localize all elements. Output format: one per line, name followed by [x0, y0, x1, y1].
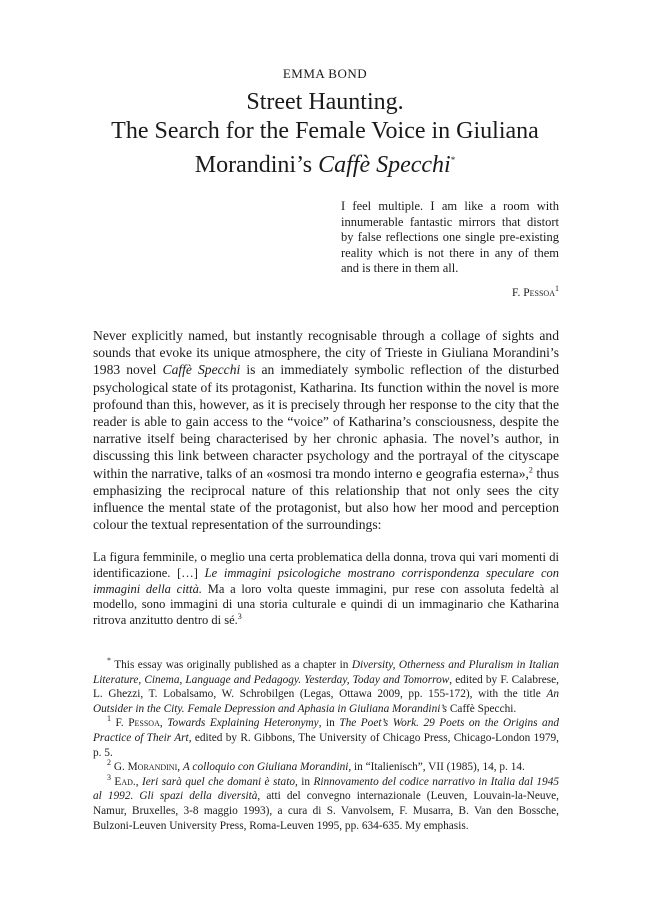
footnote-text: , in “Italienisch”, VII (1985), 14, p. 14.: [348, 761, 525, 774]
footnote-author: Pessoa: [128, 717, 160, 730]
footnote-mark: 1: [107, 714, 111, 724]
footnote-italic: The Poet’s Work. 29 Poets on the Origins and Practice of Their Art: [93, 717, 559, 744]
footnote-ref: 3: [237, 612, 242, 622]
footnote-text: Caffè Specchi.: [447, 702, 517, 715]
footnote-text: ,: [159, 717, 168, 730]
body-text: is an immediately symbolic reflection of the disturbed psychological state of its protagonist, Katharina. Its function within the novel is more profound than this, however, as it is precisely through her response to the city that the reader is able to gain access to the “voice” of Katharina’s consciousness, despite the narrative itself being characterised by her chronic aphasia. The novel’s author, in discussing this link between character psychology and the portrayal of the cityscape within the narrative, talks of an «osmosi tra mondo interno e geografia esterna»,: [93, 362, 559, 481]
quote-text: Ma a loro volta queste immagini, pur rese con assoluta fedeltà al modello, sono immagini di una storia culturale e quindi di un immaginario che Katharina ritrova anzitutto dentro di sé.: [93, 581, 559, 628]
chapter-title: [40, 88, 610, 180]
footnote-italic: Diversity, Otherness and Pluralism in Italian Literature, Cinema, Language and Pedagogy. Yesterday, Today and Tomorrow: [93, 659, 559, 686]
footnote-italic: Ieri sarà quel che domani è stato: [141, 775, 295, 788]
footnote-mark: 2: [107, 758, 111, 768]
title-line-1: Street Haunting.: [246, 89, 404, 115]
quote-text: La figura femminile, o meglio una certa problematica della donna, trova qui vari momenti di identificazione. […]: [93, 550, 559, 580]
footnote-author: Ead.: [111, 775, 136, 788]
footnote-text: G.: [111, 761, 128, 774]
footnote-text: , in: [294, 775, 314, 788]
footnote-star: [93, 658, 559, 716]
footnote-text: This essay was originally published as a chapter in: [111, 659, 352, 671]
footnote-ref: 2: [528, 465, 533, 475]
body-text: thus emphasizing the reciprocal nature of this relationship that not only sees the city influence the mental state of the protagonist, but also how her mood and perception colour the textual representation of the surroundings:: [93, 465, 560, 533]
footnotes: [93, 658, 559, 833]
epigraph-author: Pessoa: [523, 287, 555, 299]
footnote-text: ,: [135, 775, 142, 788]
quote-emphasis: Le immagini psicologiche mostrano corrispondenza speculare con immagini della città.: [93, 565, 559, 596]
title-novel-name: Caffè Specchi: [318, 152, 451, 178]
footnote-italic: An Outsider in the City. Female Depression and Aphasia in Giuliana Morandini’s: [93, 688, 559, 715]
body-text: Never explicitly named, but instantly recognisable through a collage of sights and sounds that evoke its unique atmosphere, the city of Trieste in Giuliana Morandini’s 1983 novel: [93, 328, 559, 378]
block-quote: [93, 550, 559, 629]
footnote-text: F.: [111, 717, 129, 730]
footnote-2: [93, 760, 559, 775]
epigraph-attribution: [341, 284, 559, 299]
title-footnote-mark: *: [450, 155, 456, 165]
epigraph-text: I feel multiple. I am like a room with innumerable fantastic mirrors that distort by false reflections one single pre-existing reality which is not there in any of them and is there in them all.: [341, 199, 559, 275]
author-name: EMMA BOND: [282, 66, 368, 81]
title-line-3-prefix: Morandini’s: [194, 152, 313, 178]
footnote-italic: A colloquio con Giuliana Morandini: [182, 761, 349, 774]
footnote-italic: Rinnovamento del codice narrativo in Italia dal 1945 al 1992. Gli spazi della diversità: [93, 775, 559, 803]
novel-title-italic: Caffè Specchi: [162, 362, 241, 378]
footnote-3: [93, 772, 559, 833]
footnote-text: ,: [177, 761, 183, 774]
body-paragraph: [93, 327, 559, 533]
title-line-2: The Search for the Female Voice in Giuliana: [111, 118, 539, 144]
footnote-1: [93, 716, 559, 760]
footnote-ref: 1: [555, 284, 559, 294]
footnote-text: , edited by R. Gibbons, The University of Chicago Press, Chicago-London 1979, p. 5.: [93, 731, 559, 759]
footnote-mark: 3: [107, 772, 111, 782]
epigraph-initial: F.: [512, 287, 524, 299]
footnote-author: Morandini: [127, 761, 178, 774]
footnote-italic: Towards Explaining Heteronymy: [167, 717, 319, 730]
footnote-text: , in: [318, 717, 340, 730]
footnote-text: , edited by F. Calabrese, L. Ghezzi, T. Lobalsamo, W. Schrobilgen (Legas, Ottawa 2009, pp. 155-172), with the title: [93, 673, 559, 701]
footnote-mark: *: [107, 656, 111, 666]
footnote-text: , atti del convegno internazionale (Leuven, Louvain-la-Neuve, Namur, Bruxelles, 3-8 maggio 1993), a cura di S. Vanvolsem, F. Musarra, B. Van den Bossche, Bulzoni-Leuven University Press, Roma-Leuven 1995, pp. 634-635. My emphasis.: [93, 790, 559, 832]
